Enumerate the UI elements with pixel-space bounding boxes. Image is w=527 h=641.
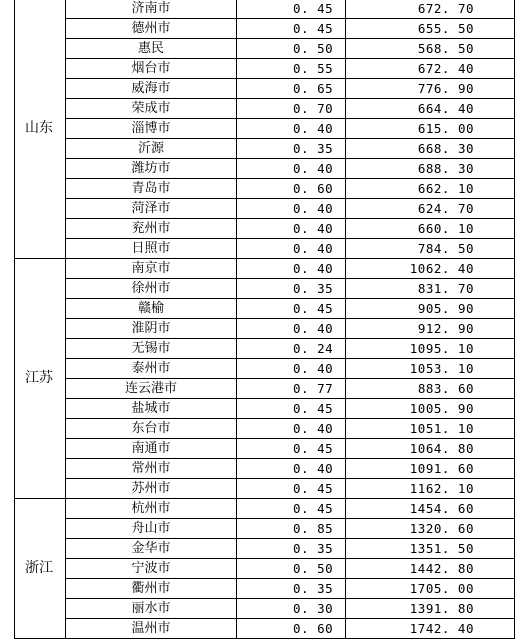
table-row	[15, 459, 515, 479]
table-row	[15, 219, 515, 239]
value-cell: 660. 10	[346, 219, 515, 239]
city-cell: 淄博市	[66, 119, 237, 139]
table-row	[15, 399, 515, 419]
city-cell: 泰州市	[66, 359, 237, 379]
value-cell: 905. 90	[346, 299, 515, 319]
value-cell: 1391. 80	[346, 599, 515, 619]
province-cell: 浙江	[15, 499, 66, 639]
city-cell: 日照市	[66, 239, 237, 259]
city-cell: 威海市	[66, 79, 237, 99]
city-cell: 宁波市	[66, 559, 237, 579]
ratio-cell: 0. 45	[237, 399, 346, 419]
ratio-cell: 0. 40	[237, 219, 346, 239]
ratio-cell: 0. 35	[237, 579, 346, 599]
table-row	[15, 239, 515, 259]
table-row	[15, 119, 515, 139]
ratio-cell: 0. 40	[237, 459, 346, 479]
city-cell: 兖州市	[66, 219, 237, 239]
table-row	[15, 319, 515, 339]
city-cell: 金华市	[66, 539, 237, 559]
value-cell: 1095. 10	[346, 339, 515, 359]
value-cell: 1005. 90	[346, 399, 515, 419]
ratio-cell: 0. 40	[237, 239, 346, 259]
ratio-cell: 0. 45	[237, 439, 346, 459]
city-cell: 青岛市	[66, 179, 237, 199]
ratio-cell: 0. 30	[237, 599, 346, 619]
value-cell: 1705. 00	[346, 579, 515, 599]
value-cell: 1442. 80	[346, 559, 515, 579]
ratio-cell: 0. 45	[237, 479, 346, 499]
ratio-cell: 0. 40	[237, 199, 346, 219]
city-cell: 苏州市	[66, 479, 237, 499]
ratio-cell: 0. 40	[237, 119, 346, 139]
value-cell: 883. 60	[346, 379, 515, 399]
table-row	[15, 259, 515, 279]
city-cell: 淮阴市	[66, 319, 237, 339]
value-cell: 672. 40	[346, 59, 515, 79]
table-row	[15, 79, 515, 99]
city-cell: 烟台市	[66, 59, 237, 79]
ratio-cell: 0. 35	[237, 279, 346, 299]
value-cell: 1351. 50	[346, 539, 515, 559]
table-row	[15, 379, 515, 399]
province-cell: 江苏	[15, 259, 66, 499]
value-cell: 615. 00	[346, 119, 515, 139]
ratio-cell: 0. 60	[237, 619, 346, 639]
city-cell: 舟山市	[66, 519, 237, 539]
ratio-cell: 0. 24	[237, 339, 346, 359]
value-cell: 1162. 10	[346, 479, 515, 499]
value-cell: 655. 50	[346, 19, 515, 39]
city-cell: 赣榆	[66, 299, 237, 319]
ratio-cell: 0. 70	[237, 99, 346, 119]
value-cell: 831. 70	[346, 279, 515, 299]
value-cell: 1454. 60	[346, 499, 515, 519]
city-cell: 南京市	[66, 259, 237, 279]
table-row	[15, 0, 515, 19]
table-row	[15, 359, 515, 379]
value-cell: 784. 50	[346, 239, 515, 259]
ratio-cell: 0. 40	[237, 419, 346, 439]
value-cell: 688. 30	[346, 159, 515, 179]
table-row	[15, 419, 515, 439]
table-row	[15, 39, 515, 59]
city-cell: 盐城市	[66, 399, 237, 419]
table-row	[15, 499, 515, 519]
value-cell: 672. 70	[346, 0, 515, 19]
value-cell: 662. 10	[346, 179, 515, 199]
value-cell: 1320. 60	[346, 519, 515, 539]
city-cell: 常州市	[66, 459, 237, 479]
table-row	[15, 199, 515, 219]
value-cell: 568. 50	[346, 39, 515, 59]
table-row	[15, 439, 515, 459]
ratio-cell: 0. 35	[237, 139, 346, 159]
city-cell: 无锡市	[66, 339, 237, 359]
table-row	[15, 279, 515, 299]
city-cell: 荣成市	[66, 99, 237, 119]
table-row	[15, 299, 515, 319]
city-cell: 连云港市	[66, 379, 237, 399]
table-row	[15, 179, 515, 199]
city-cell: 东台市	[66, 419, 237, 439]
table-row	[15, 99, 515, 119]
table-row	[15, 339, 515, 359]
table-row	[15, 159, 515, 179]
city-cell: 丽水市	[66, 599, 237, 619]
ratio-cell: 0. 45	[237, 299, 346, 319]
value-cell: 668. 30	[346, 139, 515, 159]
city-cell: 潍坊市	[66, 159, 237, 179]
value-cell: 1091. 60	[346, 459, 515, 479]
table-row	[15, 599, 515, 619]
value-cell: 664. 40	[346, 99, 515, 119]
ratio-cell: 0. 40	[237, 259, 346, 279]
ratio-cell: 0. 65	[237, 79, 346, 99]
ratio-cell: 0. 40	[237, 319, 346, 339]
data-table	[14, 0, 515, 639]
table-row	[15, 619, 515, 639]
table-row	[15, 139, 515, 159]
table-row	[15, 19, 515, 39]
ratio-cell: 0. 45	[237, 0, 346, 19]
table-row	[15, 539, 515, 559]
ratio-cell: 0. 35	[237, 539, 346, 559]
city-cell: 温州市	[66, 619, 237, 639]
table-row	[15, 579, 515, 599]
value-cell: 1742. 40	[346, 619, 515, 639]
table-row	[15, 559, 515, 579]
table-body	[15, 0, 515, 639]
city-cell: 菏泽市	[66, 199, 237, 219]
province-cell: 山东	[15, 0, 66, 259]
table-row	[15, 59, 515, 79]
ratio-cell: 0. 45	[237, 499, 346, 519]
value-cell: 1064. 80	[346, 439, 515, 459]
value-cell: 912. 90	[346, 319, 515, 339]
city-cell: 衢州市	[66, 579, 237, 599]
city-cell: 德州市	[66, 19, 237, 39]
table-row	[15, 519, 515, 539]
city-cell: 南通市	[66, 439, 237, 459]
value-cell: 624. 70	[346, 199, 515, 219]
city-cell: 徐州市	[66, 279, 237, 299]
ratio-cell: 0. 85	[237, 519, 346, 539]
ratio-cell: 0. 50	[237, 559, 346, 579]
ratio-cell: 0. 45	[237, 19, 346, 39]
table-row	[15, 479, 515, 499]
city-cell: 惠民	[66, 39, 237, 59]
value-cell: 776. 90	[346, 79, 515, 99]
ratio-cell: 0. 60	[237, 179, 346, 199]
ratio-cell: 0. 55	[237, 59, 346, 79]
value-cell: 1053. 10	[346, 359, 515, 379]
ratio-cell: 0. 77	[237, 379, 346, 399]
ratio-cell: 0. 50	[237, 39, 346, 59]
city-cell: 杭州市	[66, 499, 237, 519]
city-cell: 沂源	[66, 139, 237, 159]
value-cell: 1051. 10	[346, 419, 515, 439]
city-cell: 济南市	[66, 0, 237, 19]
value-cell: 1062. 40	[346, 259, 515, 279]
ratio-cell: 0. 40	[237, 159, 346, 179]
ratio-cell: 0. 40	[237, 359, 346, 379]
